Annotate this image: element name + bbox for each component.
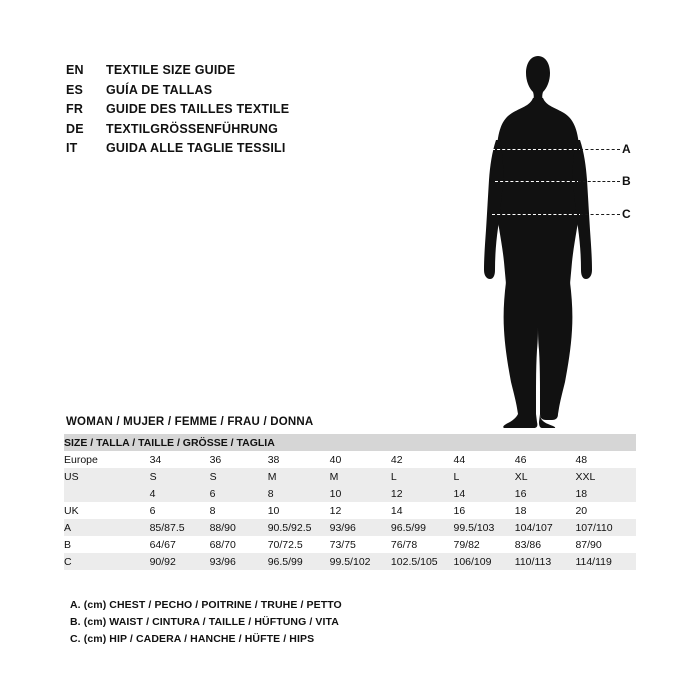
cell: 16: [514, 487, 527, 500]
row-label-uk: UK: [64, 504, 79, 517]
table-row: [64, 553, 636, 570]
female-silhouette-figure: [430, 48, 680, 428]
hip-line-inner: [492, 214, 582, 215]
table-row: [64, 468, 636, 485]
cell: 83/86: [514, 538, 542, 551]
language-text-en: TEXTILE SIZE GUIDE: [106, 63, 236, 77]
row-label-europe: Europe: [64, 453, 98, 466]
language-code-en: EN: [66, 63, 84, 77]
hip-marker-label: C: [622, 207, 631, 221]
chest-line-outer: [580, 149, 620, 150]
cell: M: [267, 470, 277, 483]
cell: 90/92: [149, 555, 176, 568]
silhouette-icon: [430, 48, 680, 428]
cell: 107/110: [575, 521, 613, 534]
language-title-block: [66, 63, 396, 161]
cell: 114/119: [575, 555, 612, 568]
cell: 6: [209, 487, 216, 500]
row-label-us: US: [64, 470, 79, 483]
cell: 110/113: [514, 555, 552, 568]
cell: 48: [575, 453, 588, 466]
language-text-es: GUÍA DE TALLAS: [106, 82, 213, 97]
cell: 96.5/99: [267, 555, 303, 568]
cell: 44: [453, 453, 466, 466]
cell: 40: [329, 453, 342, 466]
language-row-it: [66, 141, 396, 161]
cell: L: [453, 470, 460, 483]
cell: 18: [575, 487, 588, 500]
chest-line-inner: [492, 149, 582, 150]
cell: 36: [209, 453, 222, 466]
waist-line-inner: [495, 181, 580, 182]
cell: 76/78: [390, 538, 418, 551]
cell: 8: [209, 504, 216, 517]
cell: 16: [453, 504, 466, 517]
cell: 96.5/99: [390, 521, 426, 534]
cell: 8: [267, 487, 274, 500]
cell: 6: [149, 504, 156, 517]
cell: M: [329, 470, 339, 483]
waist-marker-label: B: [622, 174, 631, 188]
cell: 10: [329, 487, 342, 500]
cell: S: [209, 470, 217, 483]
hip-line-outer: [580, 214, 620, 215]
language-code-it: IT: [66, 141, 78, 155]
cell: 93/96: [209, 555, 236, 568]
table-row: [64, 485, 636, 502]
cell: 38: [267, 453, 280, 466]
cell: 99.5/103: [453, 521, 495, 534]
language-row-es: [66, 83, 396, 103]
footnote-waist: B. (cm) WAIST / CINTURA / TAILLE / HÜFTUNG / VITA: [70, 616, 339, 628]
cell: 104/107: [514, 521, 553, 534]
table-header-row: [64, 434, 636, 451]
cell: S: [149, 470, 157, 483]
footnote-hip: C. (cm) HIP / CADERA / HANCHE / HÜFTE / HIPS: [70, 633, 315, 645]
language-row-en: [66, 63, 396, 83]
table-caption: WOMAN / MUJER / FEMME / FRAU / DONNA: [66, 416, 314, 428]
table-row: [64, 519, 636, 536]
cell: 102.5/105: [390, 555, 438, 568]
cell: 68/70: [209, 538, 236, 551]
row-label-b: B: [64, 538, 72, 551]
language-row-de: [66, 122, 396, 142]
cell: L: [390, 470, 397, 483]
cell: 90.5/92.5: [267, 521, 312, 534]
chest-marker-label: A: [622, 142, 631, 156]
cell: 12: [329, 504, 342, 517]
cell: 12: [390, 487, 403, 500]
cell: 93/96: [329, 521, 356, 534]
language-text-fr: GUIDE DES TAILLES TEXTILE: [106, 102, 290, 116]
language-row-fr: [66, 102, 396, 122]
cell: 20: [575, 504, 588, 517]
cell: 10: [267, 504, 280, 517]
language-code-fr: FR: [66, 102, 84, 116]
table-row: [64, 451, 636, 468]
cell: 14: [453, 487, 466, 500]
table-header-label: SIZE / TALLA / TAILLE / GRÖSSE / TAGLIA: [64, 436, 275, 449]
cell: 46: [514, 453, 527, 466]
language-code-de: DE: [66, 121, 84, 136]
cell: 70/72.5: [267, 538, 303, 551]
row-label-a: A: [64, 521, 72, 534]
waist-line-outer: [578, 181, 620, 182]
cell: 64/67: [149, 538, 176, 551]
cell: 99.5/102: [329, 555, 371, 568]
cell: 4: [149, 487, 156, 500]
cell: 34: [149, 453, 162, 466]
table-row: [64, 536, 636, 553]
footnote-chest: A. (cm) CHEST / PECHO / POITRINE / TRUHE / PETTO: [70, 599, 342, 611]
cell: 73/75: [329, 538, 356, 551]
row-label-c: C: [64, 555, 72, 568]
cell: XL: [514, 470, 528, 483]
cell: 87/90: [575, 538, 602, 551]
cell: 42: [390, 453, 403, 466]
cell: XXL: [575, 470, 596, 483]
measurement-legend: [70, 597, 342, 648]
row-label-us-numeric: [64, 485, 150, 502]
cell: 18: [514, 504, 527, 517]
cell: 85/87.5: [149, 521, 185, 534]
cell: 106/109: [453, 555, 492, 568]
language-code-es: ES: [66, 82, 84, 97]
cell: 14: [390, 504, 403, 517]
table-row: [64, 502, 636, 519]
cell: 88/90: [209, 521, 236, 534]
size-table: [64, 434, 636, 570]
cell: 79/82: [453, 538, 480, 551]
language-text-de: TEXTILGRÖSSENFÜHRUNG: [106, 121, 279, 136]
language-text-it: GUIDA ALLE TAGLIE TESSILI: [106, 141, 286, 155]
